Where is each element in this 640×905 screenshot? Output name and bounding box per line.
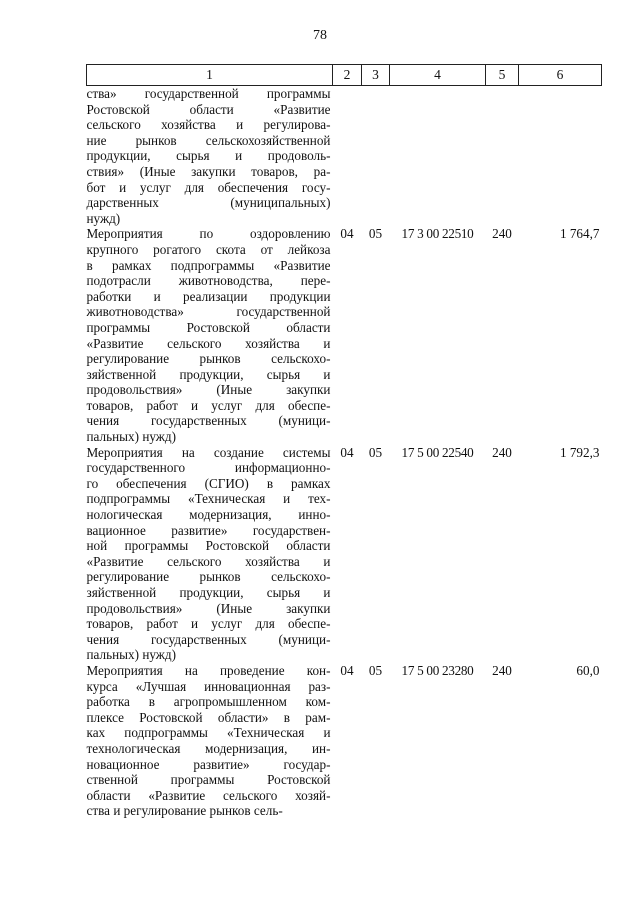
row-name-line: зяйственной продукции, сырья и [86,366,331,382]
row-name-cell [87,226,333,444]
row-name-line: зяйственной продукции, сырья и [86,585,331,600]
row-name-line: курса «Лучшая инновационная раз- [86,678,331,694]
row-name-line: ства и регулирование рынков сель- [86,803,283,819]
row-name-line: бот и услуг для обеспечения госу- [86,179,331,195]
row-name-line: Мероприятия на создание системы [86,444,331,460]
row-name-line: продовольствия» (Иные закупки [86,382,331,398]
row-name-line: продовольствия» (Иные закупки [86,600,331,616]
budget-table [86,64,602,819]
row-amount: 60,0 [576,662,600,678]
row-name-line: вационное развитие» государствен- [86,522,331,538]
row-name-line: нологическая модернизация, инно- [86,507,331,523]
row-name-line: области «Развитие сельского хозяй- [86,787,331,803]
table-header [87,65,602,86]
row-name-line: подотрасли животноводства, пере- [86,273,331,289]
row-name-line: товаров, работ и услуг для обеспе- [86,397,331,413]
row-name-line: ние рынков сельскохозяйственной [86,132,331,148]
row-name-line: регулирование рынков сельскохо- [86,351,331,367]
table-row [87,226,602,444]
header-col-2: 2 [333,65,362,86]
row-name-line: программы Ростовской области [86,319,331,335]
row-target-article-code: 17 5 00 22540 [401,444,474,460]
row-name-line: «Развитие сельского хозяйства и [86,553,331,569]
row-name-line: пальных) нужд) [86,647,177,663]
row-name-cell [87,445,333,663]
row-subsection-code [362,86,390,227]
row-name-line: чения государственных (муници- [86,413,331,429]
row-amount: 1 764,7 [559,226,600,242]
row-name-cell [87,86,333,227]
row-name-line: сельского хозяйства и регулирова- [86,117,331,133]
header-col-3: 3 [362,65,390,86]
row-name-line: дарственных (муниципальных) [86,195,331,211]
row-name-line: крупного рогатого скота от лейкоза [86,241,331,257]
header-col-5: 5 [486,65,519,86]
row-name-line: работки и реализации продукции [86,288,331,304]
row-subsection-code: 05 [368,444,383,460]
row-name-line: «Развитие сельского хозяйства и [86,335,331,351]
row-name-line: продукции, сырья и продоволь- [86,148,331,164]
header-col-4: 4 [390,65,486,86]
row-amount [519,86,602,227]
row-expense-type-code [486,86,519,227]
row-name-line: регулирование рынков сельскохо- [86,569,331,585]
row-name-line: го обеспечения (СГИО) в рамках [86,475,331,491]
row-section-code: 04 [340,662,354,678]
table-row [87,445,602,663]
header-col-6: 6 [519,65,602,86]
header-col-1: 1 [87,65,333,86]
page-number: 78 [313,28,327,43]
header-row [87,65,602,86]
row-expense-type-code: 240 [492,444,512,460]
row-name-line: животноводства» государственной [86,304,331,320]
row-target-article-code [390,86,486,227]
row-name-line: технологическая модернизация, ин- [86,740,331,756]
row-name-line: нужд) [86,210,121,226]
row-name-line: ственной программы Ростовской [86,772,331,788]
table-body [87,86,602,819]
row-name-line: ках подпрограммы «Техническая и [86,725,331,741]
row-name-line: ной программы Ростовской области [86,538,331,554]
row-name-line: товаров, работ и услуг для обеспе- [86,616,331,632]
row-subsection-code: 05 [368,662,383,678]
row-amount: 1 792,3 [559,444,600,460]
row-name-line: Ростовской области «Развитие [86,101,331,117]
row-name-line: работка в агропромышленном ком- [86,694,331,710]
row-name-line: Мероприятия на проведение кон- [86,662,331,678]
row-name-line: ства» государственной программы [86,86,331,101]
row-name-line: новационное развитие» государ- [86,756,331,772]
row-name-line: плексе Ростовской области» в рам- [86,709,331,725]
row-name-line: в рамках подпрограммы «Развитие [86,257,331,273]
row-section-code [333,86,362,227]
row-name-line: Мероприятия по оздоровлению [86,226,331,242]
row-name-line: подпрограммы «Техническая и тех- [86,491,331,507]
row-name-line: ствия» (Иные закупки товаров, ра- [86,163,331,179]
row-expense-type-code: 240 [492,226,512,242]
table-row [87,663,602,819]
table-row [87,86,602,227]
row-section-code: 04 [340,226,354,242]
row-target-article-code: 17 5 00 23280 [401,662,474,678]
row-subsection-code: 05 [368,226,383,242]
row-section-code: 04 [340,444,354,460]
row-name-line: государственного информационно- [86,460,331,476]
row-target-article-code: 17 3 00 22510 [401,226,474,242]
row-expense-type-code: 240 [492,662,512,678]
row-name-line: чения государственных (муници- [86,631,331,647]
row-name-line: пальных) нужд) [86,429,177,445]
row-name-cell [87,663,333,819]
